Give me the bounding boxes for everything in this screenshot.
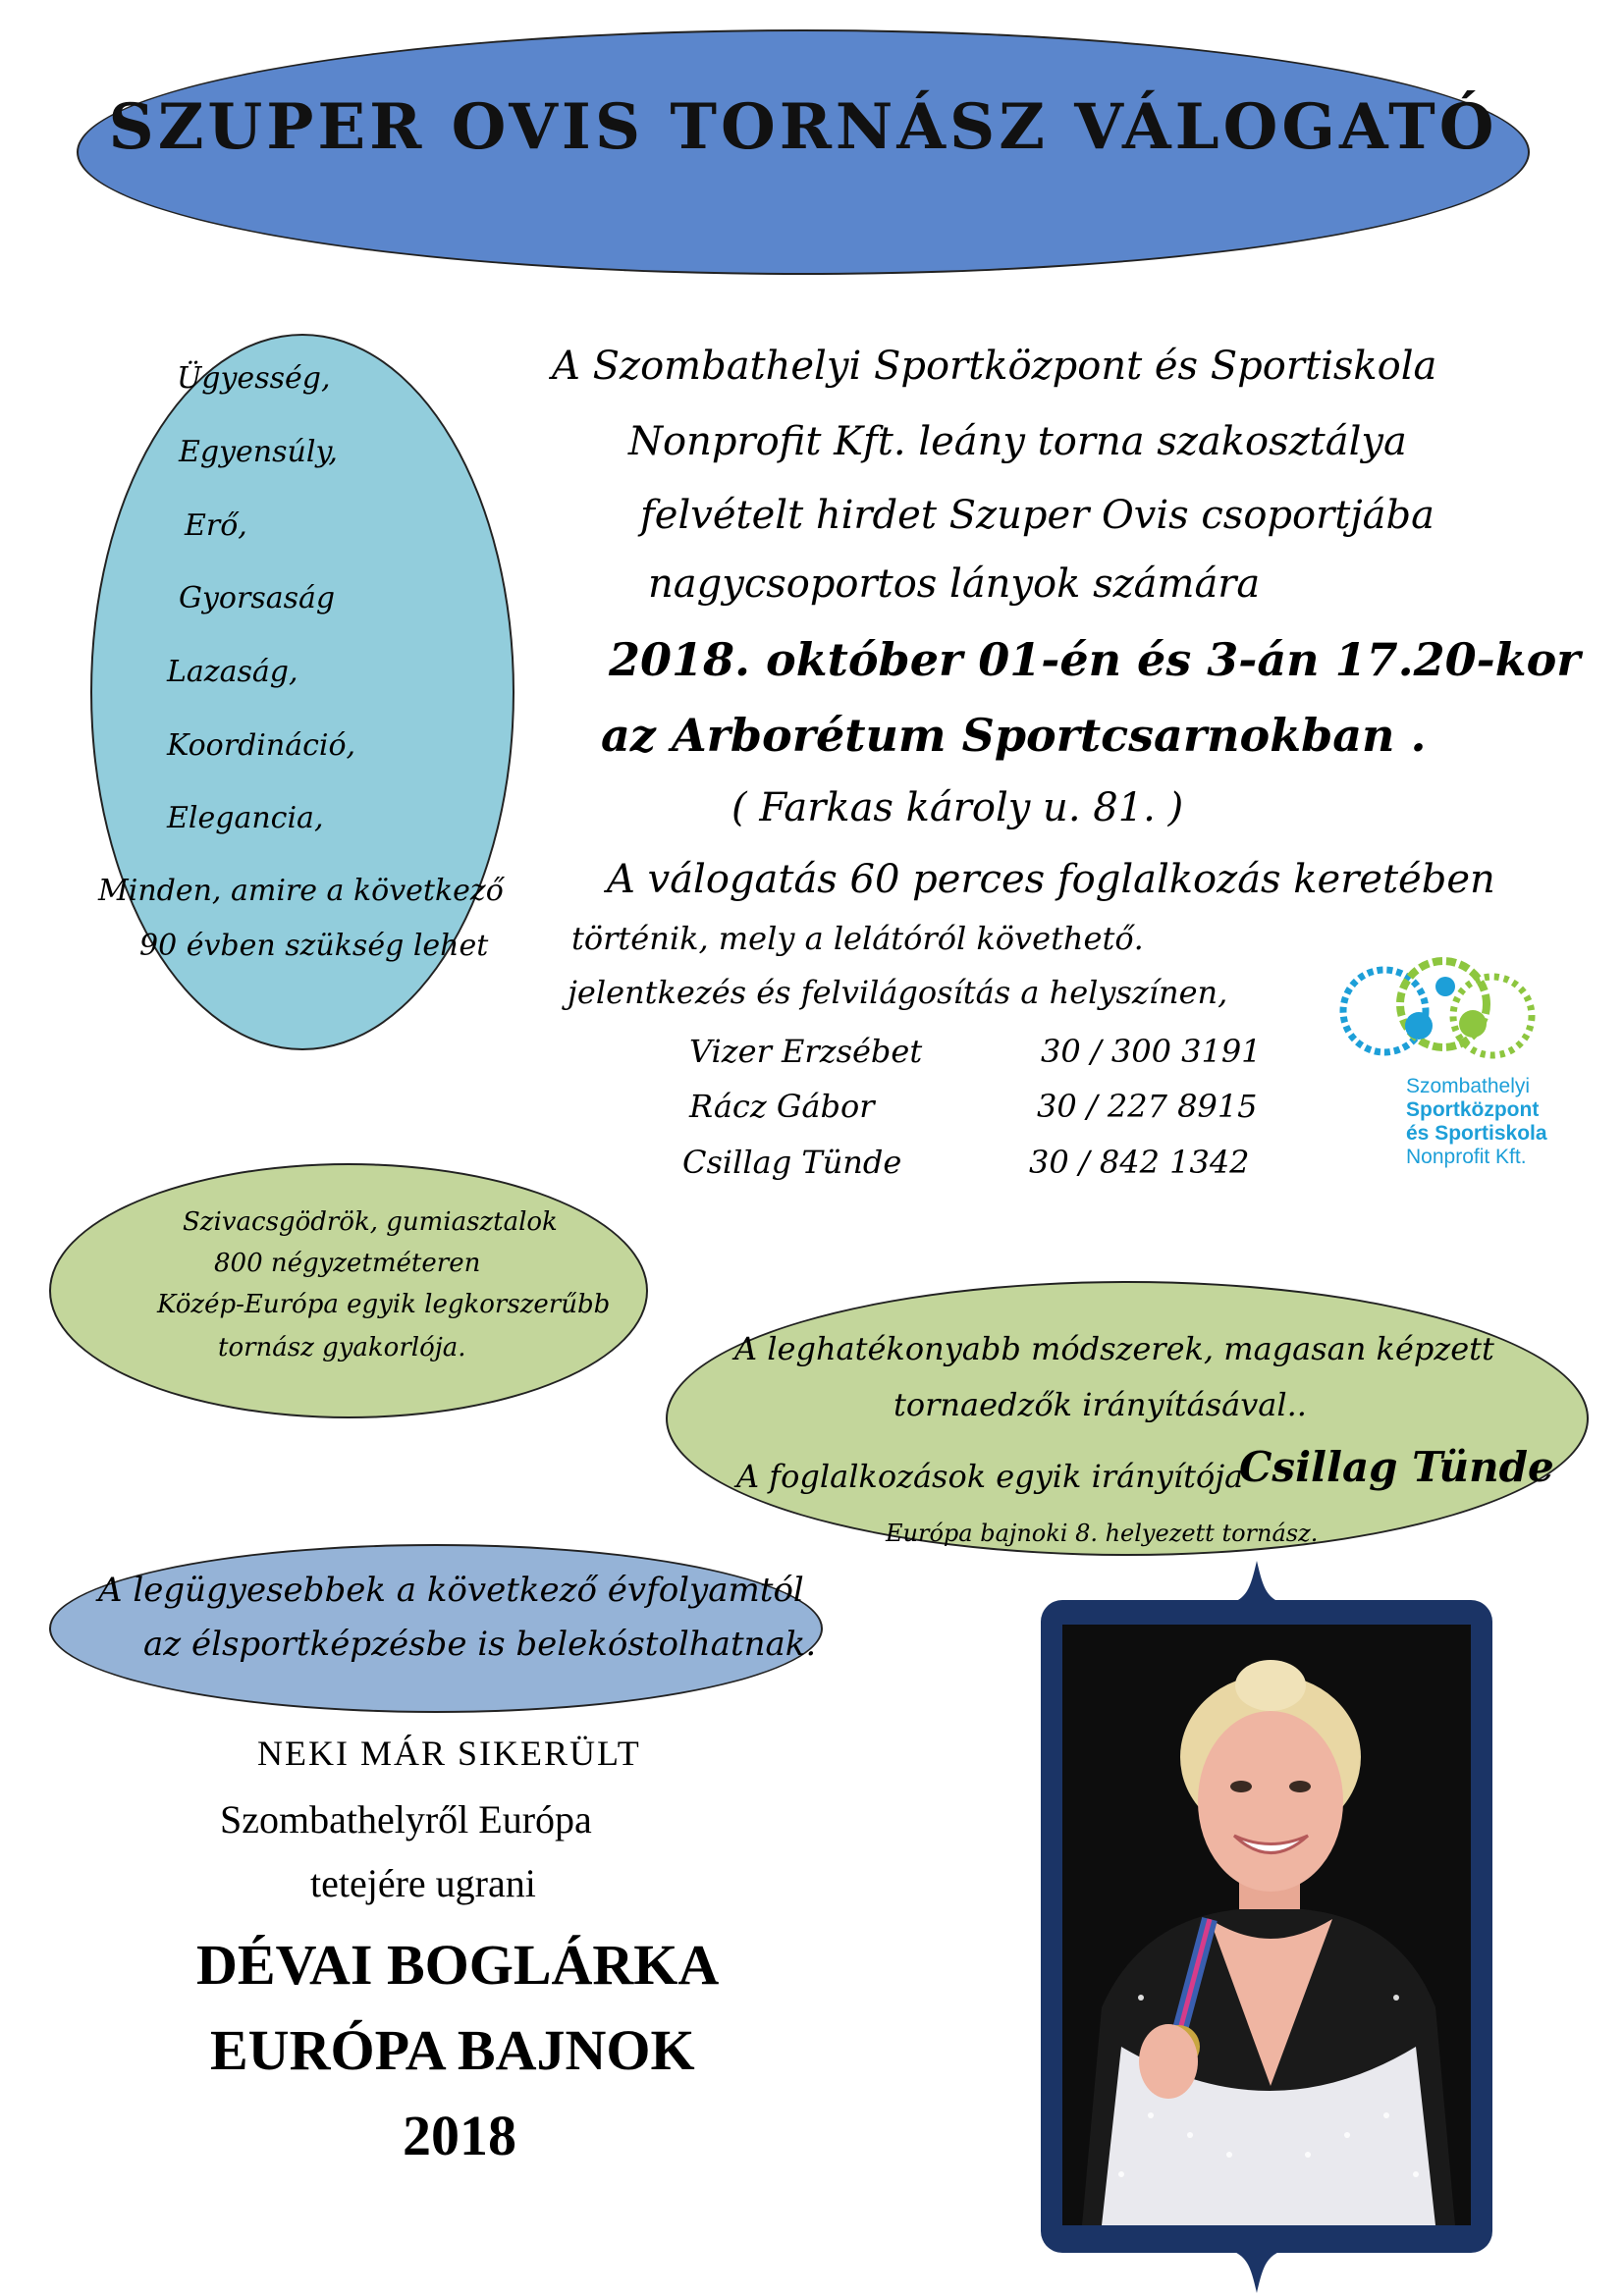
athlete-year: 2018 [403, 2104, 516, 2167]
event-address: ( Farkas károly u. 81. ) [731, 785, 1184, 830]
event-date: 2018. október 01-én és 3-án 17.20-kor [609, 633, 1581, 686]
club-logo [1326, 957, 1551, 1183]
gymnast-image [1062, 1625, 1471, 2225]
coach-line-1: A leghatékonyabb módszerek, magasan képzett [734, 1330, 1494, 1367]
coach-name: Csillag Tünde [1239, 1443, 1554, 1491]
contact-name: Csillag Tünde [682, 1144, 902, 1181]
quality-item: Koordináció, [167, 728, 356, 763]
athlete-name: DÉVAI BOGLÁRKA [196, 1933, 720, 1997]
coach-line-4: Európa bajnoki 8. helyezett tornász. [886, 1520, 1319, 1547]
intro-line-4: nagycsoportos lányok számára [648, 561, 1261, 607]
intro-line-1: A Szombathelyi Sportközpont és Sportiskola [552, 344, 1437, 389]
quality-item: Egyensúly, [179, 435, 338, 469]
quality-item: Gyorsaság [179, 581, 336, 615]
intro-line-3: felvételt hirdet Szuper Ovis csoportjába [640, 493, 1435, 538]
quality-item: Elegancia, [167, 801, 324, 835]
facility-line-2: 800 négyzetméteren [214, 1249, 481, 1278]
facility-line-1: Szivacsgödrök, gumiasztalok [183, 1207, 558, 1237]
poster-title: SZUPER OVIS TORNÁSZ VÁLOGATÓ [108, 90, 1498, 164]
quality-item: 90 évben szükség lehet [139, 929, 489, 963]
coach-line-3: A foglalkozások egyik irányítója [736, 1458, 1244, 1495]
contact-name: Rácz Gábor [689, 1088, 875, 1125]
quality-item: Ügyesség, [177, 361, 331, 396]
facility-line-3: Közép-Európa egyik legkorszerűbb [157, 1290, 611, 1319]
facility-line-4: tornász gyakorlója. [218, 1333, 466, 1362]
logo-figures-icon [1326, 957, 1551, 1075]
photo-frame [1041, 1600, 1492, 2253]
event-venue: az Arborétum Sportcsarnokban . [601, 709, 1427, 762]
info-line-2: történik, mely a lelátóról követhető. [571, 920, 1144, 957]
logo-text-4: Nonprofit Kft. [1406, 1146, 1527, 1168]
success-line-2: Szombathelyről Európa [220, 1797, 592, 1842]
quality-item: Lazaság, [167, 655, 298, 689]
info-line-1: A válogatás 60 perces foglalkozás keretében [607, 857, 1495, 902]
contact-name: Vizer Erzsébet [689, 1033, 923, 1070]
success-line-3: tetejére ugrani [310, 1861, 536, 1905]
quality-item: Erő, [185, 508, 247, 543]
contact-phone: 30 / 842 1342 [1029, 1144, 1250, 1181]
title-banner [77, 29, 1530, 275]
info-line-3: jelentkezés és felvilágosítás a helyszínen, [568, 974, 1228, 1011]
contact-phone: 30 / 227 8915 [1037, 1088, 1258, 1125]
contact-phone: 30 / 300 3191 [1041, 1033, 1262, 1070]
success-line-1: NEKI MÁR SIKERÜLT [257, 1734, 641, 1773]
athlete-title: EURÓPA BAJNOK [210, 2018, 695, 2082]
logo-text-2: Sportközpont [1406, 1098, 1540, 1121]
elite-line-1: A legügyesebbek a következő évfolyamtól [98, 1571, 804, 1610]
frame-notch-bottom [1222, 2248, 1291, 2293]
intro-line-2: Nonprofit Kft. leány torna szakosztálya [628, 419, 1407, 464]
athlete-photo [1062, 1625, 1471, 2225]
quality-item: Minden, amire a következő [98, 874, 504, 908]
coach-line-2: tornaedzők irányításával.. [893, 1386, 1307, 1423]
logo-text-3: és Sportiskola [1406, 1122, 1547, 1145]
logo-text-1: Szombathelyi [1406, 1075, 1531, 1097]
elite-line-2: az élsportképzésbe is belekóstolhatnak. [143, 1625, 817, 1664]
